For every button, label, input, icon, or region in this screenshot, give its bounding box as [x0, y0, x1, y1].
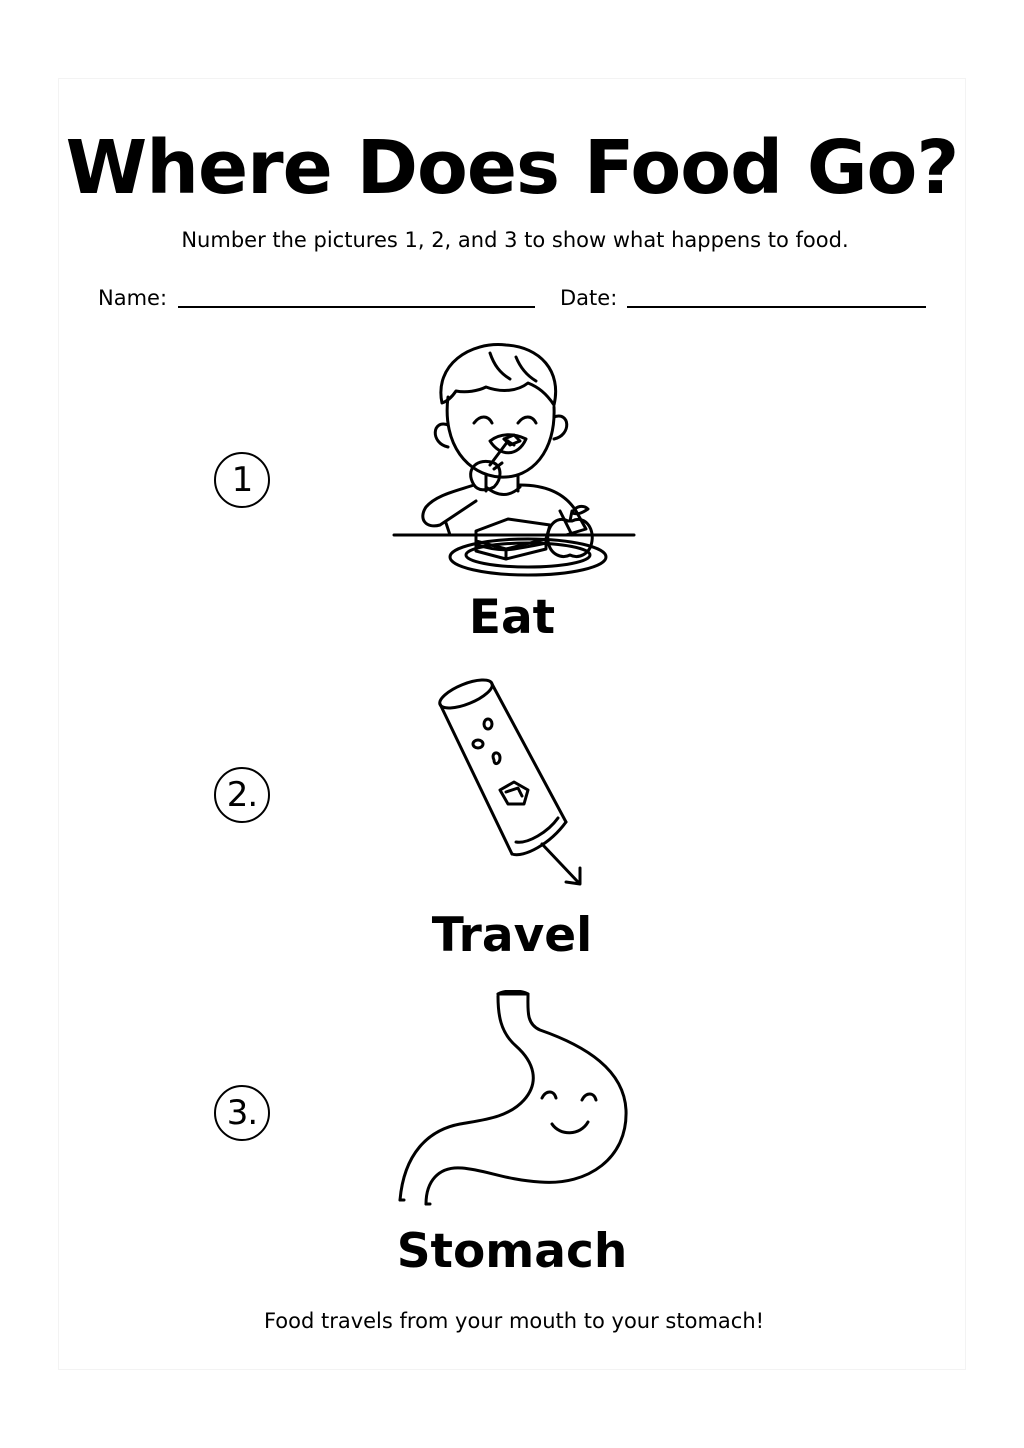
step-2-label: Travel — [431, 908, 593, 963]
footer-note: Food travels from your mouth to your stomach! — [263, 1309, 765, 1333]
page-title: Where Does Food Go? — [65, 125, 959, 211]
step-2-number[interactable]: 2. — [214, 767, 270, 823]
name-label: Name: — [98, 286, 168, 310]
step-3-number[interactable]: 3. — [214, 1085, 270, 1141]
date-label: Date: — [560, 286, 618, 310]
instructions-text: Number the pictures 1, 2, and 3 to show what happens to food. — [181, 228, 849, 252]
name-field[interactable] — [178, 306, 535, 308]
step-1-label: Eat — [468, 590, 556, 645]
step-3-label: Stomach — [396, 1224, 628, 1279]
child-eating-icon — [390, 335, 640, 585]
food-pipe-icon — [420, 668, 600, 898]
step-1-number[interactable]: 1 — [214, 452, 270, 508]
stomach-icon — [390, 990, 640, 1210]
date-field[interactable] — [627, 306, 926, 308]
